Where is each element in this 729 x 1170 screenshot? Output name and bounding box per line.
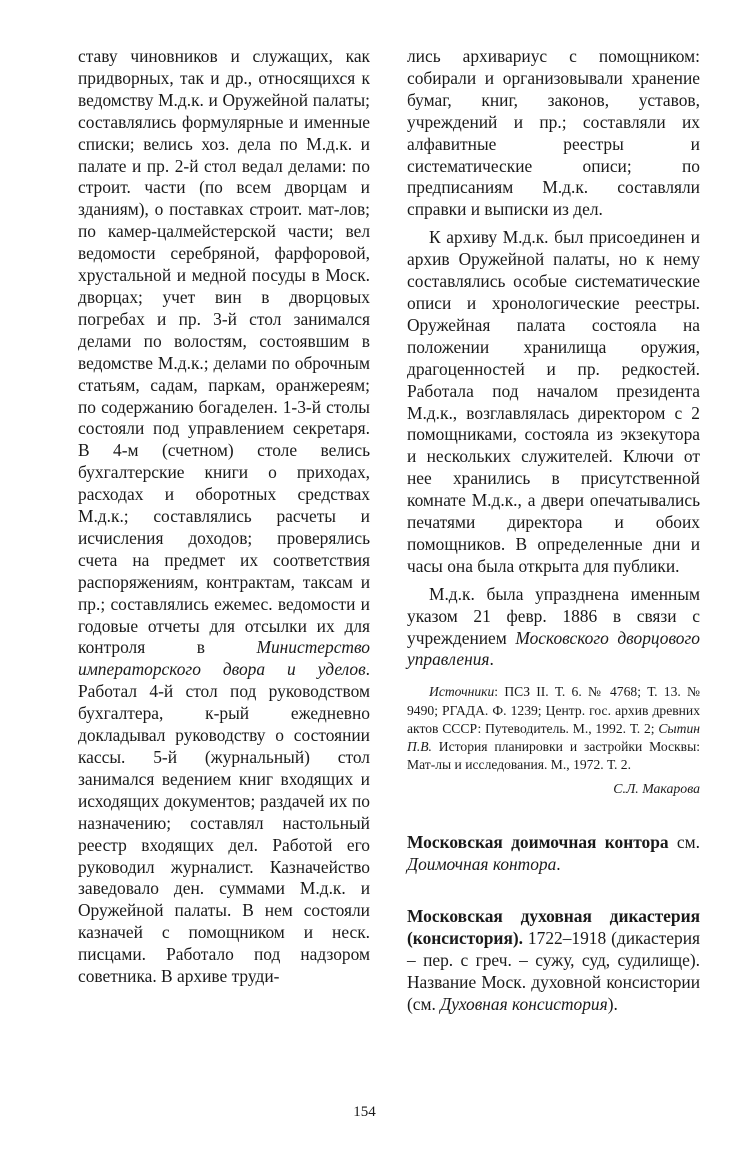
dictionary-entry-1: [407, 832, 700, 876]
sources-label: Источники: [429, 684, 495, 700]
source-author: Сытин П.В.: [407, 720, 700, 754]
text-run: История планировки и застройки Москвы: Мат-лы и исследования. М., 1972. Т. 2.: [407, 738, 700, 773]
dictionary-entry-2: [407, 906, 700, 1016]
sources-block: [407, 683, 700, 774]
page-number: 154: [353, 1104, 376, 1120]
left-paragraph: [78, 46, 370, 988]
text-run: М.д.к. была упразднена именным указом 21 февр. 1886 в связи с учреждением: [407, 583, 700, 648]
text-run: 1722–1918 (дикастерия – пер. с греч. – сужу, суд, судилище). Название Моск. духовной консистории (см.: [407, 928, 700, 1014]
text-run: ставу чиновников и служащих, как придворных, так и др., относящихся к ведомству М.д.к. и Оружейной палаты; составлялись формулярные и именные списки; велись хоз. дела по М.д.к. и палате и пр. 2-й стол ведал делами: по строит. части (по всем дворцам и зданиям), о поставках строит. мат-лов; по камер-цалмейстерской части; вел ведомости серебряной, фарфоровой, хрустальной и медной посуды в Моск. дворцах; учет вин в дворцовых погребах и пр. 3-й стол занимался делами по волостям, состоявшим в ведомстве М.д.к.; делами по оброчным статьям, садам, паркам, оранжереям; по содержанию богаделен. 1-3-й столы состояли под управлением секретаря. В 4-м (счетном) столе велись бухгалтерские книги о приходах, расходах и оборотных средствах М.д.к.; составлялись расчеты и исчисления доходов; проверялись счета на предмет их соответствия распоряжениям, контрактам, таксам и пр.; составлялись ежемес. ведомости и годовые отчеты для отсылки их для контроля в: [78, 46, 370, 658]
text-run: : ПСЗ II. Т. 6. № 4768; Т. 13. № 9490; РГАДА. Ф. 1239; Центр. гос. архив древних актов СССР: Путеводитель. М., 1992. Т. 2;: [407, 684, 700, 736]
right-paragraph-3: [407, 584, 700, 672]
article-author: С.Л. Макарова: [613, 781, 700, 797]
text-run: К архиву М.д.к. был присоединен и архив Оружейной палаты, но к нему составлялись особые систематические описи и хронологические реестры. Оружейная палата состояла на положении хранилища оружия, драгоценностей и пр. редкостей. Работала под началом президента М.д.к., возглавлялась директором с 2 помощниками, состояла из экзекутора и нескольких служителей. Ключи от нее хранились в присутственной комнате М.д.к., а двери опечатывались печатями директора и обоих помощников. В определенные дни и часы она была открыта для публики.: [407, 227, 700, 576]
left-column: [78, 46, 370, 988]
text-run: .: [556, 854, 561, 875]
entry-title: Московская доимочная контора: [407, 832, 669, 853]
text-run: см.: [668, 832, 700, 853]
right-paragraph-2: [407, 227, 700, 578]
right-paragraph-1: [407, 46, 700, 221]
cross-reference: Министерство императорского двора и уделов: [78, 637, 370, 680]
cross-reference: Московского дворцового управления: [407, 627, 700, 670]
cross-reference: Духовная консистория: [440, 993, 608, 1014]
cross-reference: Доимочная контора: [407, 854, 557, 875]
text-run: . Работал 4-й стол под руководством бухгалтера, к-рый ежедневно докладывал руководству о состоянии кассы. 5-й (журнальный) стол занимался ведением книг входящих и исходящих документов; раздачей их по назначению; составлял настольный реестр входящих дел. Работой его руководил журналист. Казначейство заведовало ден. суммами М.д.к. и Оружейной палаты. В нем состояли казначей с помощником и неск. писцами. Работало под надзором советника. В архиве труди-: [78, 659, 370, 987]
text-run: .: [489, 649, 494, 670]
right-column: [407, 46, 700, 1016]
text-run: лись архивариус с помощником: собирали и организовывали хранение бумаг, книг, законов, уставов, учреждений и пр.; составляли их алфавитные реестры и систематические описи; по предписаниям М.д.к. составляли справки и выписки из дел.: [407, 46, 700, 220]
text-run: ).: [607, 993, 618, 1014]
entry-title: Московская духовная дикастерия (консистория).: [407, 906, 700, 949]
